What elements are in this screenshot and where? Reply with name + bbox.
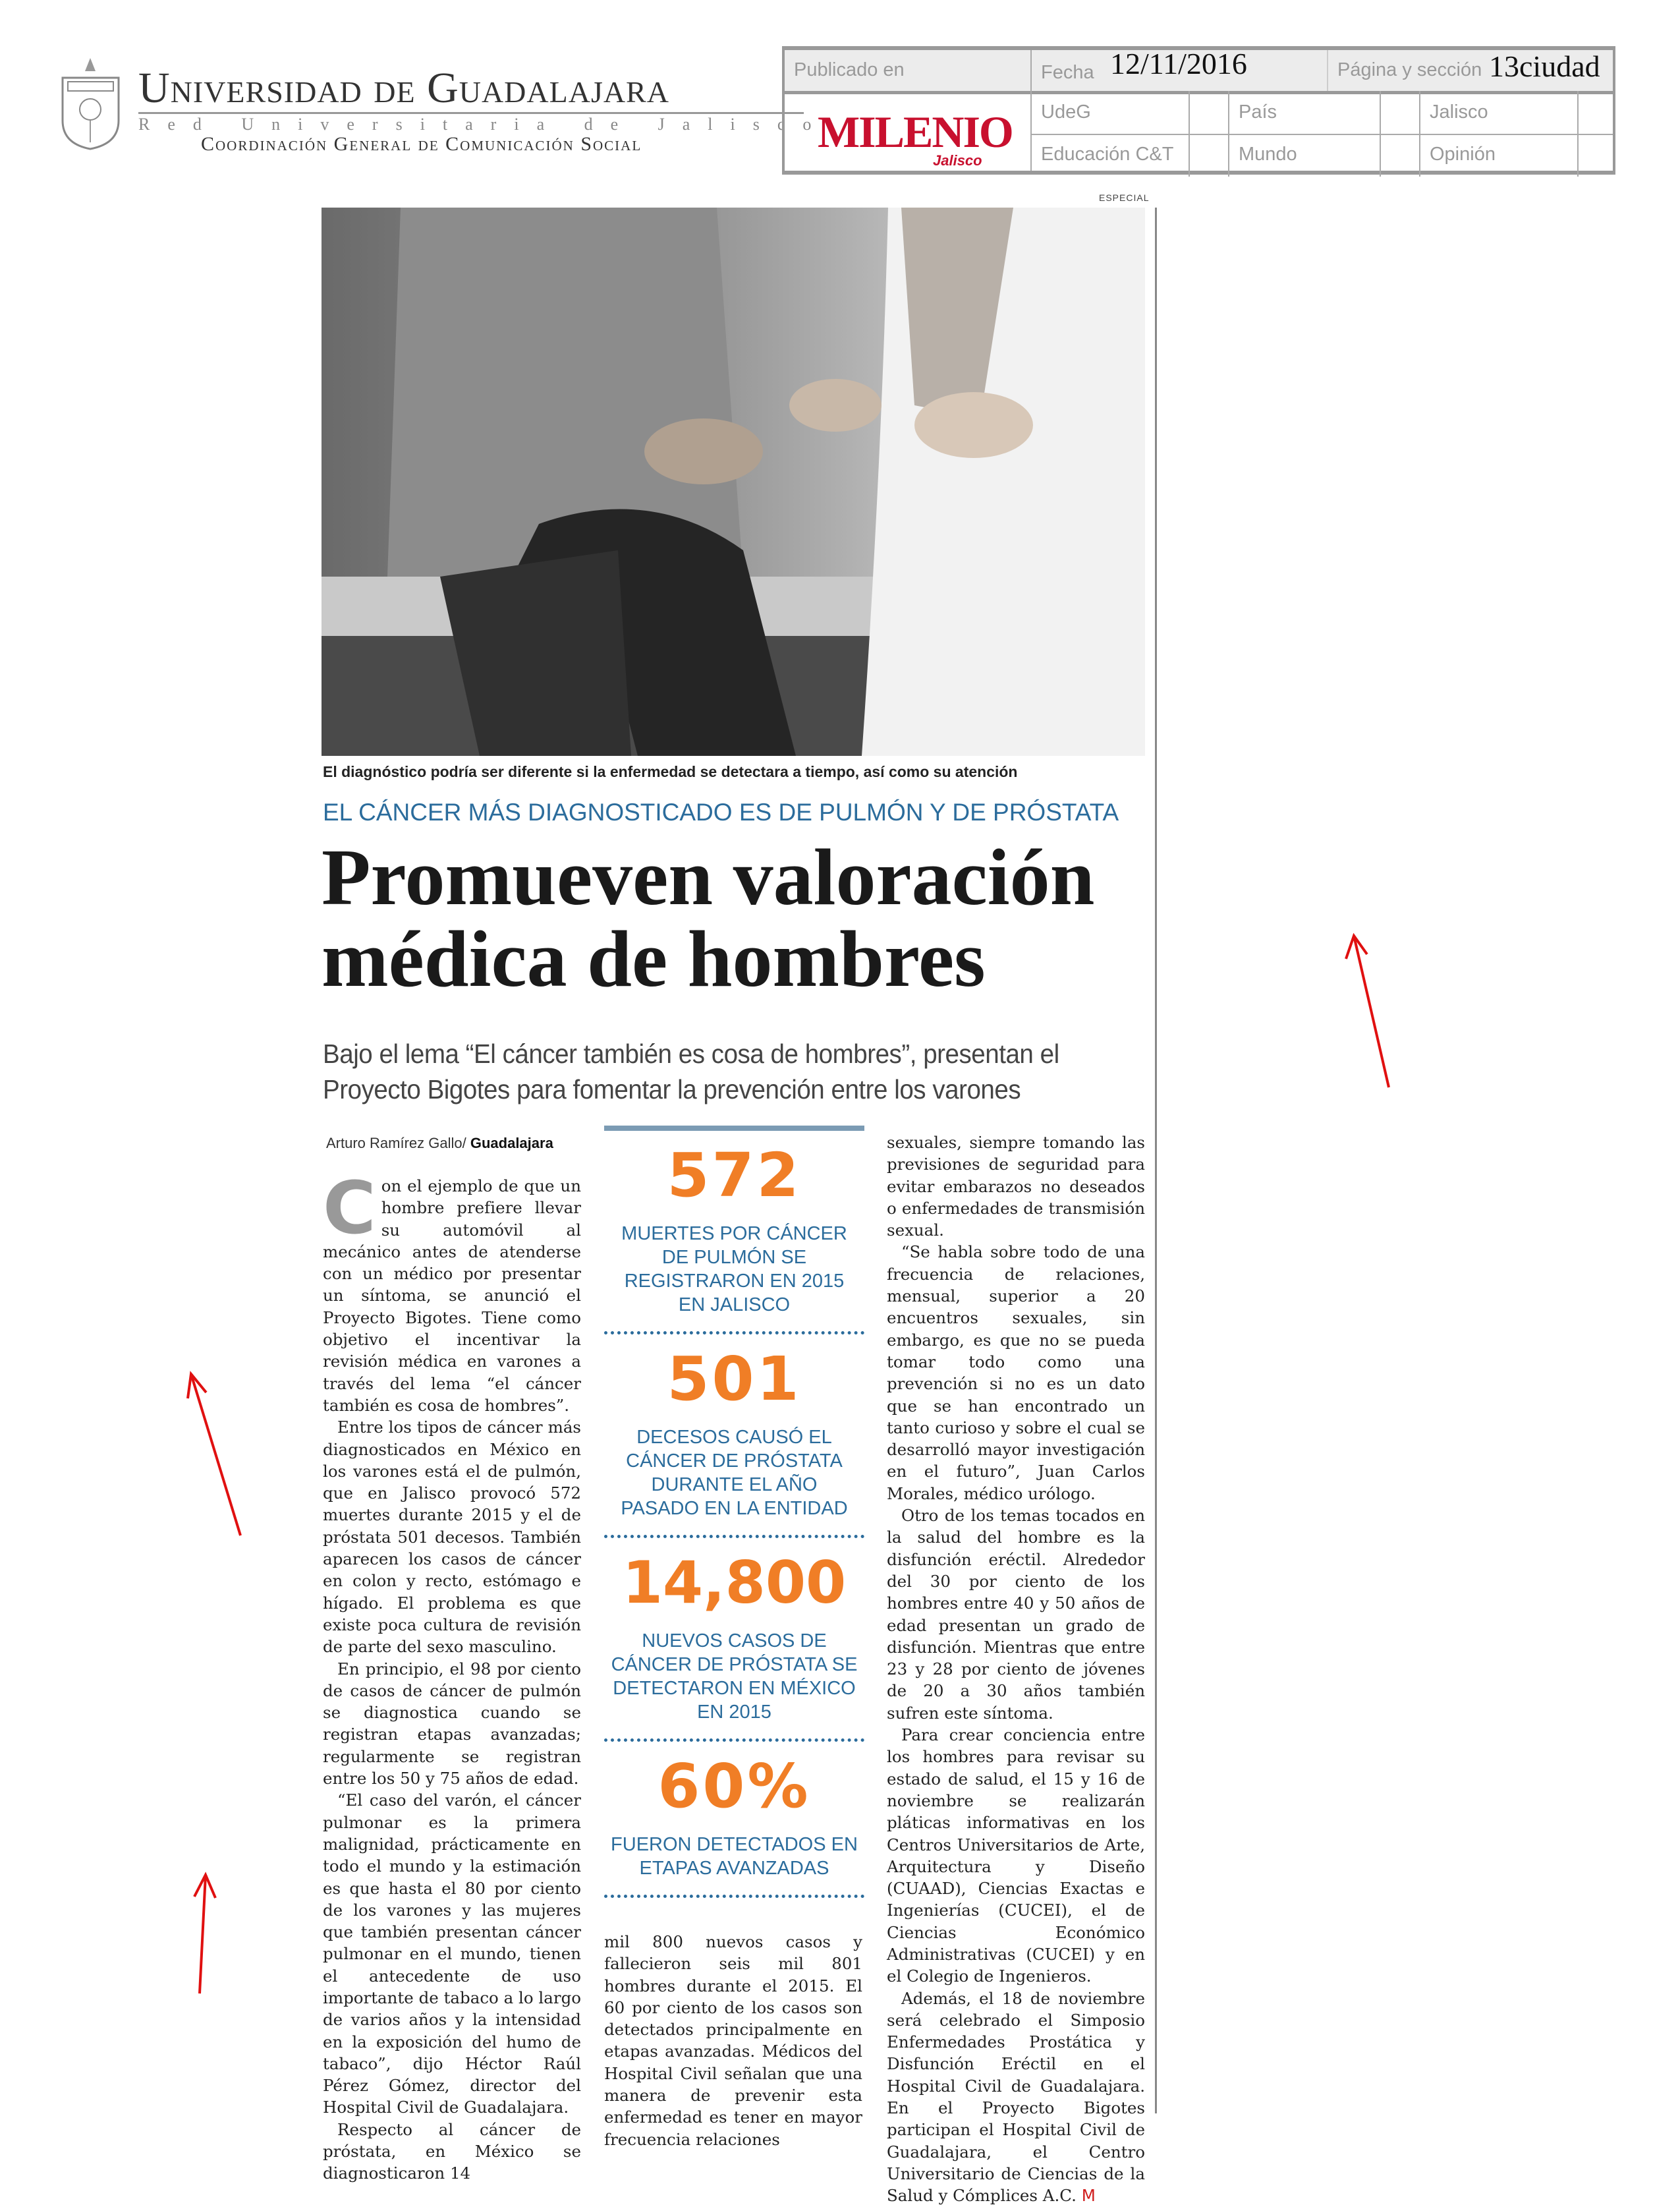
paragraph: Respecto al cáncer de próstata, en México se diagnosticaron 14 [323,2119,581,2183]
divider [785,91,1613,94]
stat-number: 60% [658,1751,811,1821]
column-1 [323,1166,581,2185]
stat-text: MUERTES POR CÁNCER DE PULMÓN SE REGISTRARON EN 2015 EN JALISCO [621,1223,847,1315]
paragraph: “El caso del varón, el cáncer pulmonar es la primera malignidad, prácticamente en todo el mundo y la estimación es que hasta el 80 por ciento de los varones y las mujeres que también presentan cáncer pulmonar en el mundo, tienen el antecedente de uso importante de tabaco a lo largo de varios años y la intensidad en la exposición del humo de tabaco”, dijo Héctor Raúl Pérez Gómez, director del Hospital Civil de Guadalajara. [323,1791,581,2117]
stat-text: DECESOS CAUSÓ EL CÁNCER DE PRÓSTATA DURANTE EL AÑO PASADO EN LA ENTIDAD [621,1427,848,1519]
paragraph-text: on el ejemplo de que un hombre prefiere llevar su automóvil al mecánico antes de atenderse con un médico por presentar un síntoma, se anunció el Proyecto Bigotes. Tiene como objetivo el incentivar la revisión médica en varones a través del lema “el cáncer también es cosa de hombres”. [323,1176,581,1415]
date-value: 12/11/2016 [1110,47,1247,80]
stat-text: FUERON DETECTADOS EN ETAPAS AVANZADAS [611,1834,858,1879]
author: Arturo Ramírez Gallo/ [326,1135,466,1151]
column-rule [1155,208,1157,2113]
stat-text: NUEVOS CASOS DE CÁNCER DE PRÓSTATA SE DETECTARON EN MÉXICO EN 2015 [611,1630,858,1723]
paragraph-text: Además, el 18 de noviembre será celebrado el Simposio Enfermedades Prostática y Disfunción Eréctil en el Hospital Civil de Guadalajara. En el Proyecto Bigotes participan el Hospital Civil de Guadalajara, el Centro Universitario de Ciencias de la Salud y Cómplices A.C. [887,1988,1145,2206]
divider [1189,91,1190,177]
udg-logo [56,58,829,157]
network-name: Red Universitaria de Jalisco [138,115,829,134]
paragraph: Para crear conciencia entre los hombres para revisar su estado de salud, el 15 y 16 de noviembre se realizarán pláticas informativas en los Centros Universitarios de Arte, Arquitectura y Diseño (CUAAD), Ciencias Exactas e Ingenierías (CUCEI), el de Ciencias Económico Administrativas (CUCEI) y en el Colegio de Ingenieros. [887,1725,1145,1986]
byline [326,1135,553,1152]
headline: Promueven valoración médica de hombres [322,833,1095,1004]
paragraph: sexuales, siempre tomando las previsiones de seguridad para evitar embarazos no deseados o enfermedades de transmisión sexual. [887,1133,1145,1240]
stats-sidebar [604,1126,864,2150]
stat-number: 572 [667,1140,802,1211]
divider [1577,91,1579,177]
divider [138,112,804,114]
paragraph: En principio, el 98 por ciento de casos de cáncer de pulmón se diagnostica cuando se registran etapas avanzadas; regularmente se registran entre los 50 y 75 años de edad. [323,1659,581,1789]
drop-cap: C [323,1166,376,1250]
arrow-icon [1346,936,1389,1087]
location: Guadalajara [470,1135,553,1151]
university-name: Universidad de Guadalajara [138,64,669,112]
milenio-logo: MILENIO [818,107,1013,157]
photo-caption: El diagnóstico podría ser diferente si la enfermedad se detectara a tiempo, así como su atención [323,763,1018,780]
publication-info-table [782,46,1615,175]
stat-item [604,1538,864,1742]
arrow-icon [194,1875,215,1993]
stat-item [604,1334,864,1538]
stat-number: 14,800 [622,1549,847,1617]
kicker: EL CÁNCER MÁS DIAGNOSTICADO ES DE PULMÓN Y DE PRÓSTATA [323,799,1119,826]
milenio-region: Jalisco [933,152,982,169]
section-tag: ESPECIAL [1099,192,1150,203]
university-crest-icon [56,58,125,150]
section-mundo: Mundo [1239,144,1297,165]
article-photo [322,208,1145,756]
stat-item [604,1131,864,1334]
date-label: Fecha [1041,62,1094,83]
paragraph [323,1166,581,1416]
column-2 [604,1931,862,2150]
divider [1032,134,1613,135]
paragraph: Otro de los temas tocados en la salud del hombre es la disfunción eréctil. Alrededor del 30 por ciento de los hombres entre 40 y 50 años de edad presentan un grado de disfunción. Mientras que entre 23 y 28 por ciento de jóvenes de 20 a 30 años también sufren este síntoma. [887,1506,1145,1723]
deck: Bajo el lema “El cáncer también es cosa de hombres”, presentan el Proyecto Bigotes para fomentar la prevención entre los varones [323,1039,1059,1104]
section-educacion: Educación C&T [1041,144,1174,165]
photo-doctor-patient-image [322,208,1145,756]
coordination-name: Coordinación General de Comunicación Social [201,133,642,155]
end-mark: M [1081,2186,1096,2206]
published-label: Publicado en [794,59,905,80]
page-value: 13ciudad [1489,49,1600,83]
section-jalisco: Jalisco [1430,101,1488,123]
page-label: Página y sección [1337,59,1482,80]
divider [1380,91,1381,177]
stats-top-bar [604,1126,864,1131]
paragraph: “Se habla sobre todo de una frecuencia de relaciones, mensual, superior a 20 encuentros sexuales, sin embargo, es que no se pueda tomar todo como una prevención si no es un dato que se han encontrado un tanto curioso y sobre el cual se desarrolló mayor investigación en el futuro”, Juan Carlos Morales, médico urólogo. [887,1242,1145,1503]
paragraph [887,1988,1145,2207]
stat-item [604,1742,864,1898]
column-3 [887,1132,1145,2207]
paragraph: Entre los tipos de cáncer más diagnosticados en México en los varones está el de pulmón, que en Jalisco provocó 572 muertes durante 2015 y el de próstata 501 decesos. También aparecen los casos de cáncer en colon y recto, estómago e hígado. El problema es que existe poca cultura de revisión de parte del sexo masculino. [323,1418,581,1657]
stat-number: 501 [667,1344,802,1414]
section-opinion: Opinión [1430,144,1496,165]
section-udeg: UdeG [1041,101,1091,123]
section-pais: País [1239,101,1277,123]
paragraph: mil 800 nuevos casos y fallecieron seis mil 801 hombres durante el 2015. El 60 por ciento de los casos son detectados principalmente en etapas avanzadas. Médicos del Hospital Civil señalan que una manera de prevenir esta enfermedad es tener en mayor frecuencia relaciones [604,1932,862,2149]
arrow-icon [188,1374,240,1535]
